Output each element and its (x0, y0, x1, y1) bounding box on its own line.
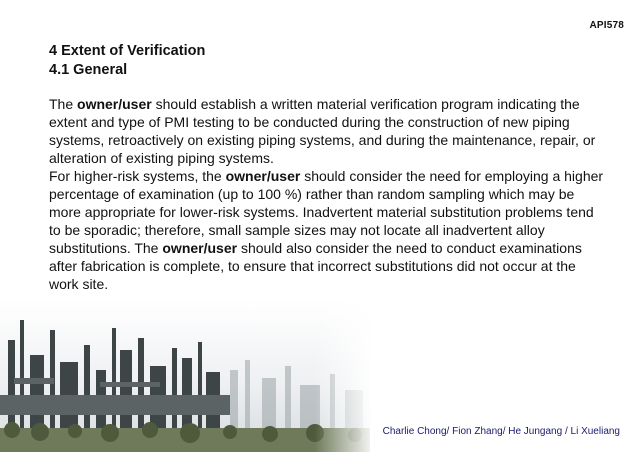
owner-user-term: owner/user (162, 240, 238, 256)
owner-user-term: owner/user (77, 96, 152, 112)
section-title: 4 Extent of Verification (49, 43, 206, 59)
author-credit: Charlie Chong/ Fion Zhang/ He Jungang / Li Xueliang (382, 426, 620, 437)
section-subtitle: 4.1 General (49, 62, 128, 78)
paragraph-2: For higher-risk systems, the owner/user should consider the need for employing a higher percentage of examination (up to 100 %) rather than random sampling which may be more appropriate for lower-risk systems. Inadvertent material substitution problems tend to be sporadic; therefore, small sample sizes may not locate all inadvertent alloy substitutions. The owner/user should also consider the need to conduct examinations after fabrication is complete, to ensure that incorrect substitutions did not occur at the work site. (49, 168, 604, 292)
body-text (49, 95, 609, 293)
owner-user-term: owner/user (225, 168, 301, 184)
paragraph-1: The owner/user should establish a written material verification program indicating the extent and type of PMI testing to be conducted during the construction of new piping systems, retroactively on existing piping systems, and during the maintenance, repair, or alteration of existing piping systems. (49, 96, 596, 166)
refinery-skyline-image (0, 300, 370, 452)
section-heading (49, 42, 205, 80)
document-tag: API578 (589, 20, 624, 31)
